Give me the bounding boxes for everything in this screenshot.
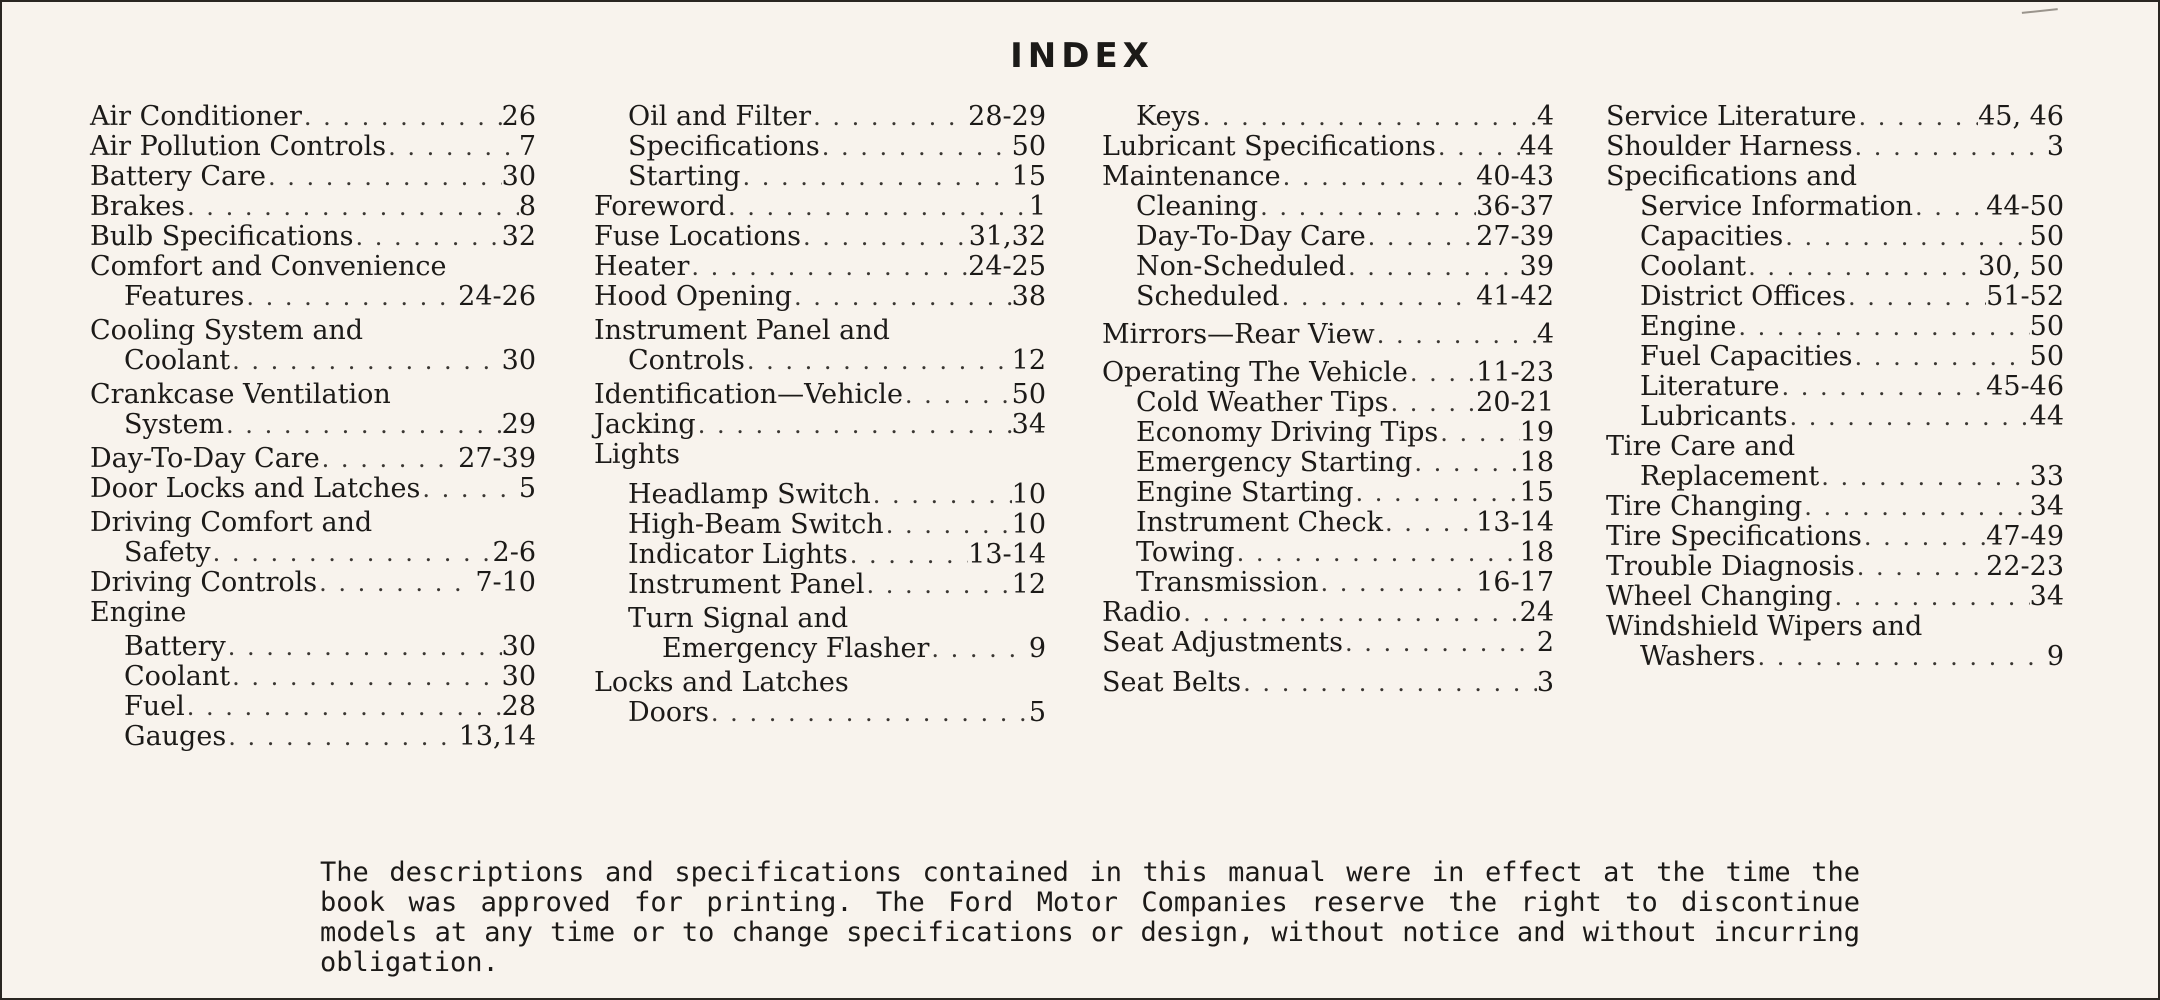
page-number: 15: [1519, 477, 1554, 508]
entry-label: Coolant: [124, 345, 231, 376]
entry-label: Tire Changing: [1606, 491, 1803, 522]
index-entry: [90, 598, 536, 628]
entry-label: Seat Adjustments: [1102, 627, 1343, 658]
entry-label: Features: [124, 281, 245, 312]
entry-label: Seat Belts: [1102, 667, 1242, 698]
entry-label: Engine Starting: [1136, 477, 1354, 508]
page-number: 34: [2029, 491, 2064, 522]
page-number: 1: [1028, 191, 1046, 222]
index-subentry: [124, 692, 536, 722]
dot-leader: [1846, 282, 1986, 312]
dot-leader: [1438, 418, 1519, 448]
dot-leader: [320, 444, 458, 474]
dot-leader: [745, 346, 1012, 376]
page-number: 47-49: [1986, 521, 2064, 552]
page-number: 12: [1011, 569, 1046, 600]
entry-label: Radio: [1102, 597, 1182, 628]
index-entry: [594, 668, 1046, 728]
index-subentry: [628, 540, 1046, 570]
entry-label: Economy Driving Tips: [1136, 417, 1439, 448]
entry-label: Coolant: [124, 661, 231, 692]
index-entry: [90, 162, 536, 192]
entry-label: Scheduled: [1136, 281, 1280, 312]
entry-label: Service Information: [1640, 191, 1913, 222]
page-number: 19: [1519, 417, 1554, 448]
entry-label: Oil and Filter: [628, 101, 812, 132]
entry-label: Tire Specifications: [1606, 521, 1862, 552]
dot-leader: [1783, 222, 2029, 252]
dot-leader: [1201, 102, 1537, 132]
entry-label: Starting: [628, 161, 741, 192]
dot-leader: [1408, 358, 1476, 388]
entry-label: Cleaning: [1136, 191, 1259, 222]
entry-label: Headlamp Switch: [628, 479, 871, 510]
entry-label: Operating The Vehicle: [1102, 357, 1408, 388]
dot-leader: [848, 540, 968, 570]
page-number: 22-23: [1986, 551, 2064, 582]
entry-label: Day-To-Day Care: [90, 443, 320, 474]
entry-label: Washers: [1640, 641, 1756, 672]
entry-label: Door Locks and Latches: [90, 473, 421, 504]
page-number: 24-26: [458, 281, 536, 312]
index-subentry: [124, 662, 536, 692]
index-entry: [90, 380, 536, 440]
entry-label: Service Literature: [1606, 101, 1857, 132]
entry-label: Shoulder Harness: [1606, 131, 1853, 162]
page-number: 5: [518, 473, 536, 504]
index-entry: [1606, 432, 2064, 492]
entry-label: Bulb Specifications: [90, 221, 354, 252]
index-entry: [1102, 320, 1554, 350]
entry-label: Engine: [90, 597, 187, 628]
dot-leader: [244, 282, 458, 312]
dot-leader: [865, 570, 1012, 600]
dot-leader: [211, 538, 493, 568]
index-entry: [1606, 162, 2064, 222]
page-number: 5: [1028, 697, 1046, 728]
index-entry: [1102, 132, 1554, 162]
dot-leader: [1258, 192, 1476, 222]
dot-leader: [1787, 402, 2029, 432]
dot-leader: [1856, 102, 1978, 132]
page-number: 18: [1519, 447, 1554, 478]
entry-label: Controls: [628, 345, 745, 376]
index-entry: [1606, 522, 2064, 552]
dot-leader: [353, 222, 501, 252]
page-number: 13-14: [968, 539, 1046, 570]
index-column-1: [90, 102, 536, 752]
dot-leader: [726, 192, 1029, 222]
entry-label: Wheel Changing: [1606, 581, 1833, 612]
entry-label: Indicator Lights: [628, 539, 848, 570]
dot-leader: [696, 410, 1012, 440]
page-number: 32: [501, 221, 536, 252]
index-entry: [594, 316, 1046, 376]
index-entry: [90, 316, 536, 376]
entry-label: Specifications: [628, 131, 820, 162]
index-entry: [90, 444, 536, 474]
index-subentry: [1136, 418, 1554, 448]
page-number: 4: [1536, 319, 1554, 350]
page-number: 30: [501, 161, 536, 192]
page-number: 10: [1011, 509, 1046, 540]
entry-label: District Offices: [1640, 281, 1846, 312]
page-number: 30: [501, 345, 536, 376]
dot-leader: [1343, 628, 1537, 658]
entry-label: Coolant: [1640, 251, 1747, 282]
dot-leader: [1853, 132, 2047, 162]
page-number: 24: [1519, 597, 1554, 628]
index-entry: [90, 508, 536, 568]
page-number: 11-23: [1476, 357, 1554, 388]
index-entry: [1102, 668, 1554, 698]
index-entry: [90, 252, 536, 312]
entry-label: Engine: [1640, 311, 1737, 342]
page-number: 51-52: [1986, 281, 2064, 312]
page-number: 7-10: [475, 567, 536, 598]
dot-leader: [820, 132, 1012, 162]
entry-label: Turn Signal and: [628, 603, 849, 634]
index-subentry: [1136, 222, 1554, 252]
dot-leader: [224, 410, 502, 440]
entry-label: Fuel Capacities: [1640, 341, 1853, 372]
entry-label: Replacement: [1640, 461, 1820, 492]
dot-leader: [1436, 132, 1520, 162]
entry-label: Keys: [1136, 101, 1201, 132]
dot-leader: [801, 222, 969, 252]
page-number: 10: [1011, 479, 1046, 510]
page-number: 27-39: [458, 443, 536, 474]
index-entry: [1606, 492, 2064, 522]
dot-leader: [884, 510, 1012, 540]
page-number: 50: [1011, 379, 1046, 410]
dot-leader: [741, 162, 1012, 192]
entry-label: Battery: [124, 631, 226, 662]
disclaimer-text: The descriptions and specifications contained in this manual were in effect at the time the book was approved for printing. The Ford Motor Companies reserve the right to discontinue models at any time or to change specifications or design, without notice and without incurring obligation.: [320, 857, 1860, 978]
dot-leader: [1756, 642, 2047, 672]
index-entry: [1606, 582, 2064, 612]
entry-label: Battery Care: [90, 161, 267, 192]
dot-leader: [266, 162, 502, 192]
entry-label: Transmission: [1136, 567, 1319, 598]
entry-label: Emergency Flasher: [662, 633, 930, 664]
entry-label: Lubricant Specifications: [1102, 131, 1436, 162]
index-entry: [90, 132, 536, 162]
page-number: 30: [501, 631, 536, 662]
entry-label: Literature: [1640, 371, 1780, 402]
page-number: 45-46: [1986, 371, 2064, 402]
entry-label: Safety: [124, 537, 211, 568]
dot-leader: [302, 102, 502, 132]
dot-leader: [1412, 448, 1519, 478]
index-subentry: [1136, 252, 1554, 282]
page-number: 2-6: [492, 537, 536, 568]
index-subentry: [1136, 448, 1554, 478]
index-entry: [1102, 628, 1554, 658]
index-entry: [594, 222, 1046, 252]
entry-label: Day-To-Day Care: [1136, 221, 1366, 252]
index-subentry: [628, 480, 1046, 510]
page-number: 9: [1028, 633, 1046, 664]
index-entry: [594, 410, 1046, 440]
entry-label: Specifications and: [1606, 161, 1858, 192]
entry-label: Instrument Panel: [628, 569, 865, 600]
page-title: INDEX: [1010, 36, 1154, 76]
entry-label: Non-Scheduled: [1136, 251, 1346, 282]
index-entry: [594, 282, 1046, 312]
index-subentry: [628, 132, 1046, 162]
entry-label: Heater: [594, 251, 690, 282]
page-number: 2: [1536, 627, 1554, 658]
page-number: 28: [501, 691, 536, 722]
entry-label: Driving Comfort and: [90, 507, 373, 538]
index-entry: [90, 192, 536, 222]
index-subentry: [1640, 222, 2064, 252]
page-number: 50: [2029, 311, 2064, 342]
dot-leader: [1241, 668, 1537, 698]
dot-leader: [386, 132, 519, 162]
page-number: 16-17: [1476, 567, 1554, 598]
dot-leader: [317, 568, 475, 598]
page-number: 4: [1536, 101, 1554, 132]
dot-leader: [1389, 388, 1477, 418]
index-entry: [1102, 162, 1554, 192]
page-number: 34: [2029, 581, 2064, 612]
entry-label: Jacking: [594, 409, 696, 440]
page-number: 33: [2029, 461, 2064, 492]
page-number: 28-29: [968, 101, 1046, 132]
dot-leader: [1366, 222, 1476, 252]
page-number: 40-43: [1476, 161, 1554, 192]
index-subentry: [628, 570, 1046, 600]
index-subentry: [1136, 102, 1554, 132]
entry-label: Foreword: [594, 191, 726, 222]
index-entry: [1102, 598, 1554, 628]
page-number: 36-37: [1476, 191, 1554, 222]
dot-leader: [230, 346, 501, 376]
page-number: 50: [2029, 221, 2064, 252]
page-number: 41-42: [1476, 281, 1554, 312]
entry-label: Fuel: [124, 691, 185, 722]
dot-leader: [1235, 538, 1520, 568]
entry-label: Towing: [1136, 537, 1235, 568]
page-number: 20-21: [1476, 387, 1554, 418]
index-subentry: [1136, 478, 1554, 508]
entry-label: Trouble Diagnosis: [1606, 551, 1855, 582]
page-number: 44: [1519, 131, 1554, 162]
index-entry: [594, 192, 1046, 222]
entry-label: Capacities: [1640, 221, 1784, 252]
entry-label: Cooling System and: [90, 315, 364, 346]
index-subentry: [628, 604, 1046, 664]
dot-leader: [689, 252, 968, 282]
page-number: 45, 46: [1978, 101, 2064, 132]
entry-label: Comfort and Convenience: [90, 251, 447, 282]
dot-leader: [185, 692, 502, 722]
index-entry: [594, 440, 1046, 470]
dot-leader: [420, 474, 518, 504]
dot-leader: [1383, 508, 1476, 538]
entry-label: Lubricants: [1640, 401, 1788, 432]
page-number: 34: [1011, 409, 1046, 440]
index-subentry: [1136, 388, 1554, 418]
index-subentry: [628, 162, 1046, 192]
dot-leader: [1832, 582, 2029, 612]
dot-leader: [709, 698, 1029, 728]
dot-leader: [792, 282, 1012, 312]
page-number: 13,14: [458, 721, 536, 752]
dot-leader: [1913, 192, 1986, 222]
dot-leader: [1855, 552, 1986, 582]
entry-label: System: [124, 409, 225, 440]
entry-label: Crankcase Ventilation: [90, 379, 391, 410]
dot-leader: [185, 192, 519, 222]
index-subentry: [1640, 372, 2064, 402]
dot-leader: [1802, 492, 2029, 522]
index-entry: [90, 222, 536, 252]
entry-label: Instrument Panel and: [594, 315, 890, 346]
index-subentry: [1640, 342, 2064, 372]
dot-leader: [1353, 478, 1519, 508]
dot-leader: [811, 102, 968, 132]
page-number: 38: [1011, 281, 1046, 312]
dot-leader: [1736, 312, 2029, 342]
index-entry: [1606, 102, 2064, 132]
index-entry: [1606, 612, 2064, 672]
dot-leader: [1746, 252, 1978, 282]
entry-label: Brakes: [90, 191, 186, 222]
entry-label: Mirrors—Rear View: [1102, 319, 1375, 350]
page-number: 26: [501, 101, 536, 132]
index-entry: [594, 252, 1046, 282]
index-subentry: [124, 722, 536, 752]
page-number: 3: [1536, 667, 1554, 698]
index-subentry: [628, 102, 1046, 132]
dot-leader: [1862, 522, 1986, 552]
index-subentry: [1640, 312, 2064, 342]
dot-leader: [1346, 252, 1520, 282]
entry-label: Gauges: [124, 721, 227, 752]
page-number: 9: [2046, 641, 2064, 672]
page-number: 8: [518, 191, 536, 222]
entry-label: Locks and Latches: [594, 667, 849, 698]
dot-leader: [929, 634, 1028, 664]
entry-label: Cold Weather Tips: [1136, 387, 1389, 418]
entry-label: Instrument Check: [1136, 507, 1383, 538]
dot-leader: [1319, 568, 1477, 598]
index-subentry: [1136, 538, 1554, 568]
page-number: 50: [1011, 131, 1046, 162]
dot-leader: [1375, 320, 1537, 350]
index-subentry: [1136, 508, 1554, 538]
index-subentry: [1136, 192, 1554, 222]
page-number: 18: [1519, 537, 1554, 568]
dot-leader: [1280, 282, 1477, 312]
page-number: 30: [501, 661, 536, 692]
index-entry: [1606, 552, 2064, 582]
page-number: 24-25: [968, 251, 1046, 282]
index-column-2: [594, 102, 1046, 728]
page-number: 50: [2029, 341, 2064, 372]
index-subentry: [1640, 282, 2064, 312]
index-entry: [90, 474, 536, 504]
entry-label: Air Conditioner: [90, 101, 302, 132]
index-subentry: [628, 510, 1046, 540]
dot-leader: [1281, 162, 1477, 192]
dot-leader: [1819, 462, 2029, 492]
entry-label: Lights: [594, 439, 680, 470]
dot-leader: [903, 380, 1012, 410]
index-subentry: [1640, 402, 2064, 432]
page-number: 12: [1011, 345, 1046, 376]
dot-leader: [871, 480, 1012, 510]
page-number: 27-39: [1476, 221, 1554, 252]
index-column-4: [1606, 102, 2064, 672]
dot-leader: [226, 632, 502, 662]
index-entry: [594, 380, 1046, 410]
entry-label: Tire Care and: [1606, 431, 1796, 462]
index-subentry: [1136, 282, 1554, 312]
index-subentry: [1136, 568, 1554, 598]
pencil-mark: [2022, 8, 2058, 18]
page-number: 15: [1011, 161, 1046, 192]
index-entry: [1606, 132, 2064, 162]
entry-label: High-Beam Switch: [628, 509, 884, 540]
dot-leader: [1853, 342, 2030, 372]
page-number: 29: [501, 409, 536, 440]
entry-label: Identification—Vehicle: [594, 379, 903, 410]
page-number: 44: [2029, 401, 2064, 432]
entry-label: Emergency Starting: [1136, 447, 1413, 478]
page-number: 3: [2046, 131, 2064, 162]
index-column-3: [1102, 102, 1554, 698]
page-number: 7: [518, 131, 536, 162]
index-entry: [1102, 358, 1554, 388]
entry-label: Hood Opening: [594, 281, 793, 312]
index-subentry: [124, 632, 536, 662]
index-subentry: [1640, 252, 2064, 282]
dot-leader: [230, 662, 501, 692]
index-entry: [90, 102, 536, 132]
page-number: 39: [1519, 251, 1554, 282]
dot-leader: [226, 722, 459, 752]
page-number: 44-50: [1986, 191, 2064, 222]
entry-label: Maintenance: [1102, 161, 1281, 192]
page-number: 31,32: [968, 221, 1046, 252]
index-entry: [90, 568, 536, 598]
page-number: 13-14: [1476, 507, 1554, 538]
entry-label: Driving Controls: [90, 567, 318, 598]
entry-label: Air Pollution Controls: [90, 131, 387, 162]
entry-label: Windshield Wipers and: [1606, 611, 1923, 642]
entry-label: Fuse Locations: [594, 221, 801, 252]
dot-leader: [1780, 372, 1987, 402]
page-number: 30, 50: [1978, 251, 2064, 282]
dot-leader: [1181, 598, 1519, 628]
entry-label: Doors: [628, 697, 709, 728]
